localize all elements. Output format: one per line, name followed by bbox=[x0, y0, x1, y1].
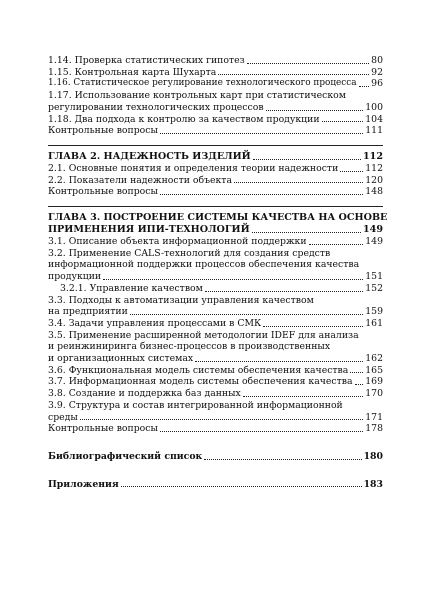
chapter-title: ПРИМЕНЕНИЯ ИПИ-ТЕХНОЛОГИЙ bbox=[48, 224, 250, 236]
entry-title: 3.1. Описание объекта информационной поддержки bbox=[48, 236, 307, 248]
chapter2-heading bbox=[48, 151, 383, 163]
toc-entry-3-5-line1: 3.5. Применение расширенной методологии IDEF для анализа bbox=[48, 329, 359, 341]
entry-page: 112 bbox=[365, 162, 383, 174]
toc-entry-1-18 bbox=[48, 114, 383, 126]
dot-leader bbox=[160, 133, 363, 134]
toc-entry-2-1 bbox=[48, 163, 383, 175]
toc-entry-3-4 bbox=[48, 318, 383, 330]
chapter-page: 112 bbox=[362, 150, 383, 162]
toc-entry-3-2-line1: 3.2. Применение CALS-технологий для создания средств bbox=[48, 247, 331, 259]
entry-title: 3.6. Функциональная модель системы обеспечения качества bbox=[48, 364, 349, 376]
toc-entry-3-3-line1: 3.3. Подходы к автоматизации управления качеством bbox=[48, 294, 314, 306]
entry-page: 152 bbox=[365, 282, 383, 294]
toc-entry-3-6 bbox=[48, 365, 383, 377]
toc-entry-3-5 bbox=[48, 353, 383, 365]
chapter3-heading-line1: ГЛАВА 3. ПОСТРОЕНИЕ СИСТЕМЫ КАЧЕСТВА НА ОСНОВЕ bbox=[48, 212, 388, 224]
chapter1-tail bbox=[48, 55, 383, 137]
toc-entry-ch1-questions bbox=[48, 125, 383, 137]
dot-leader bbox=[160, 194, 363, 195]
dot-leader bbox=[309, 244, 364, 245]
entry-page: 171 bbox=[365, 411, 383, 423]
toc-entry-3-8 bbox=[48, 388, 383, 400]
entry-title: 3.7. Информационная модель системы обеспечения качества bbox=[48, 376, 353, 388]
dot-leader bbox=[322, 121, 364, 122]
dot-leader bbox=[218, 74, 369, 75]
entry-page: 161 bbox=[365, 317, 383, 329]
dot-leader bbox=[243, 396, 363, 397]
toc-entry-3-9 bbox=[48, 412, 383, 424]
chapter3 bbox=[48, 212, 388, 490]
entry-title: 3.2.1. Управление качеством bbox=[60, 282, 203, 294]
dot-leader bbox=[266, 110, 364, 111]
entry-page: 169 bbox=[365, 376, 383, 388]
dot-leader bbox=[253, 159, 361, 160]
entry-title: 3.8. Создание и поддержка баз данных bbox=[48, 388, 241, 400]
entry-title: на предприятии bbox=[48, 306, 128, 318]
dot-leader bbox=[204, 459, 361, 460]
entry-title: 1.15. Контрольная карта Шухарта bbox=[48, 66, 217, 78]
toc-entry-3-7 bbox=[48, 376, 383, 388]
dot-leader bbox=[195, 361, 363, 362]
entry-page: 162 bbox=[365, 353, 383, 365]
entry-title: продукции bbox=[48, 271, 102, 283]
entry-page: 80 bbox=[371, 55, 383, 66]
entry-title: и организационных системах bbox=[48, 353, 194, 365]
toc-entry-ch2-questions bbox=[48, 186, 383, 198]
entry-page: 96 bbox=[371, 78, 383, 90]
toc-entry-3-2 bbox=[48, 271, 383, 283]
dot-leader bbox=[121, 486, 362, 487]
entry-title: 2.2. Показатели надежности объекта bbox=[48, 174, 232, 186]
toc-entry-appendices bbox=[48, 479, 383, 491]
entry-page: 170 bbox=[365, 388, 383, 400]
toc-entry-1-16 bbox=[48, 78, 383, 90]
dot-leader bbox=[263, 326, 363, 327]
chapter-title: ГЛАВА 2. НАДЕЖНОСТЬ ИЗДЕЛИЙ bbox=[48, 150, 251, 162]
entry-page: 178 bbox=[365, 423, 383, 435]
entry-title: Контрольные вопросы bbox=[48, 423, 158, 435]
divider bbox=[48, 145, 383, 146]
toc-entry-1-14 bbox=[48, 55, 383, 67]
entry-title: Контрольные вопросы bbox=[48, 125, 158, 137]
toc-entry-3-1 bbox=[48, 236, 383, 248]
dot-leader bbox=[103, 279, 363, 280]
toc-entry-ch3-questions bbox=[48, 423, 383, 435]
dot-leader bbox=[80, 419, 363, 420]
entry-page: 149 bbox=[365, 236, 383, 248]
toc-entry-2-2 bbox=[48, 175, 383, 187]
entry-page: 100 bbox=[365, 101, 383, 113]
toc-entry-3-3 bbox=[48, 306, 383, 318]
dot-leader bbox=[130, 314, 363, 315]
entry-title: 2.1. Основные понятия и определения теории надежности bbox=[48, 162, 339, 174]
entry-page: 165 bbox=[365, 364, 383, 376]
dot-leader bbox=[247, 63, 369, 64]
dot-leader bbox=[205, 291, 363, 292]
entry-page: 120 bbox=[365, 174, 383, 186]
dot-leader bbox=[355, 384, 364, 385]
dot-leader bbox=[160, 431, 363, 432]
entry-title: 1.18. Два подхода к контролю за качеством продукции bbox=[48, 113, 320, 125]
entry-title: 1.14. Проверка статистических гипотез bbox=[48, 55, 245, 66]
entry-title: Контрольные вопросы bbox=[48, 186, 158, 198]
entry-title: Приложения bbox=[48, 478, 119, 490]
entry-page: 183 bbox=[363, 478, 383, 490]
dot-leader bbox=[359, 86, 370, 87]
toc-entry-3-5-line2: и реинжиниринга бизнес-процессов в производственных bbox=[48, 341, 331, 353]
toc-entry-bibliography bbox=[48, 451, 383, 463]
entry-page: 151 bbox=[365, 271, 383, 283]
entry-page: 180 bbox=[363, 450, 383, 462]
toc-entry-3-9-line1: 3.9. Структура и состав интегрированной информационной bbox=[48, 399, 343, 411]
table-of-contents bbox=[48, 55, 388, 490]
dot-leader bbox=[234, 182, 363, 183]
entry-title: Библиографический список bbox=[48, 450, 203, 462]
toc-entry-3-2-1 bbox=[48, 283, 383, 295]
entry-page: 92 bbox=[371, 66, 383, 78]
dot-leader bbox=[340, 171, 363, 172]
entry-page: 148 bbox=[365, 186, 383, 198]
dot-leader bbox=[252, 232, 361, 233]
entry-page: 159 bbox=[365, 306, 383, 318]
dot-leader bbox=[350, 372, 363, 373]
chapter-page: 149 bbox=[362, 224, 383, 236]
entry-title: 1.16. Статистическое регулирование технологического процесса bbox=[48, 78, 357, 89]
entry-title: регулировании технологических процессов bbox=[48, 101, 264, 113]
entry-page: 111 bbox=[365, 125, 383, 137]
divider bbox=[48, 206, 383, 207]
toc-entry-3-2-line2: информационной поддержки процессов обеспечения качества bbox=[48, 259, 360, 271]
chapter3-heading bbox=[48, 224, 383, 236]
entry-title: среды bbox=[48, 411, 78, 423]
entry-title: 3.4. Задачи управления процессами в СМК bbox=[48, 317, 262, 329]
toc-entry-1-17-line1: 1.17. Использование контрольных карт при статистическом bbox=[48, 90, 347, 102]
toc-entry-1-15 bbox=[48, 67, 383, 79]
chapter2 bbox=[48, 151, 383, 198]
entry-page: 104 bbox=[365, 113, 383, 125]
toc-entry-1-17 bbox=[48, 102, 383, 114]
